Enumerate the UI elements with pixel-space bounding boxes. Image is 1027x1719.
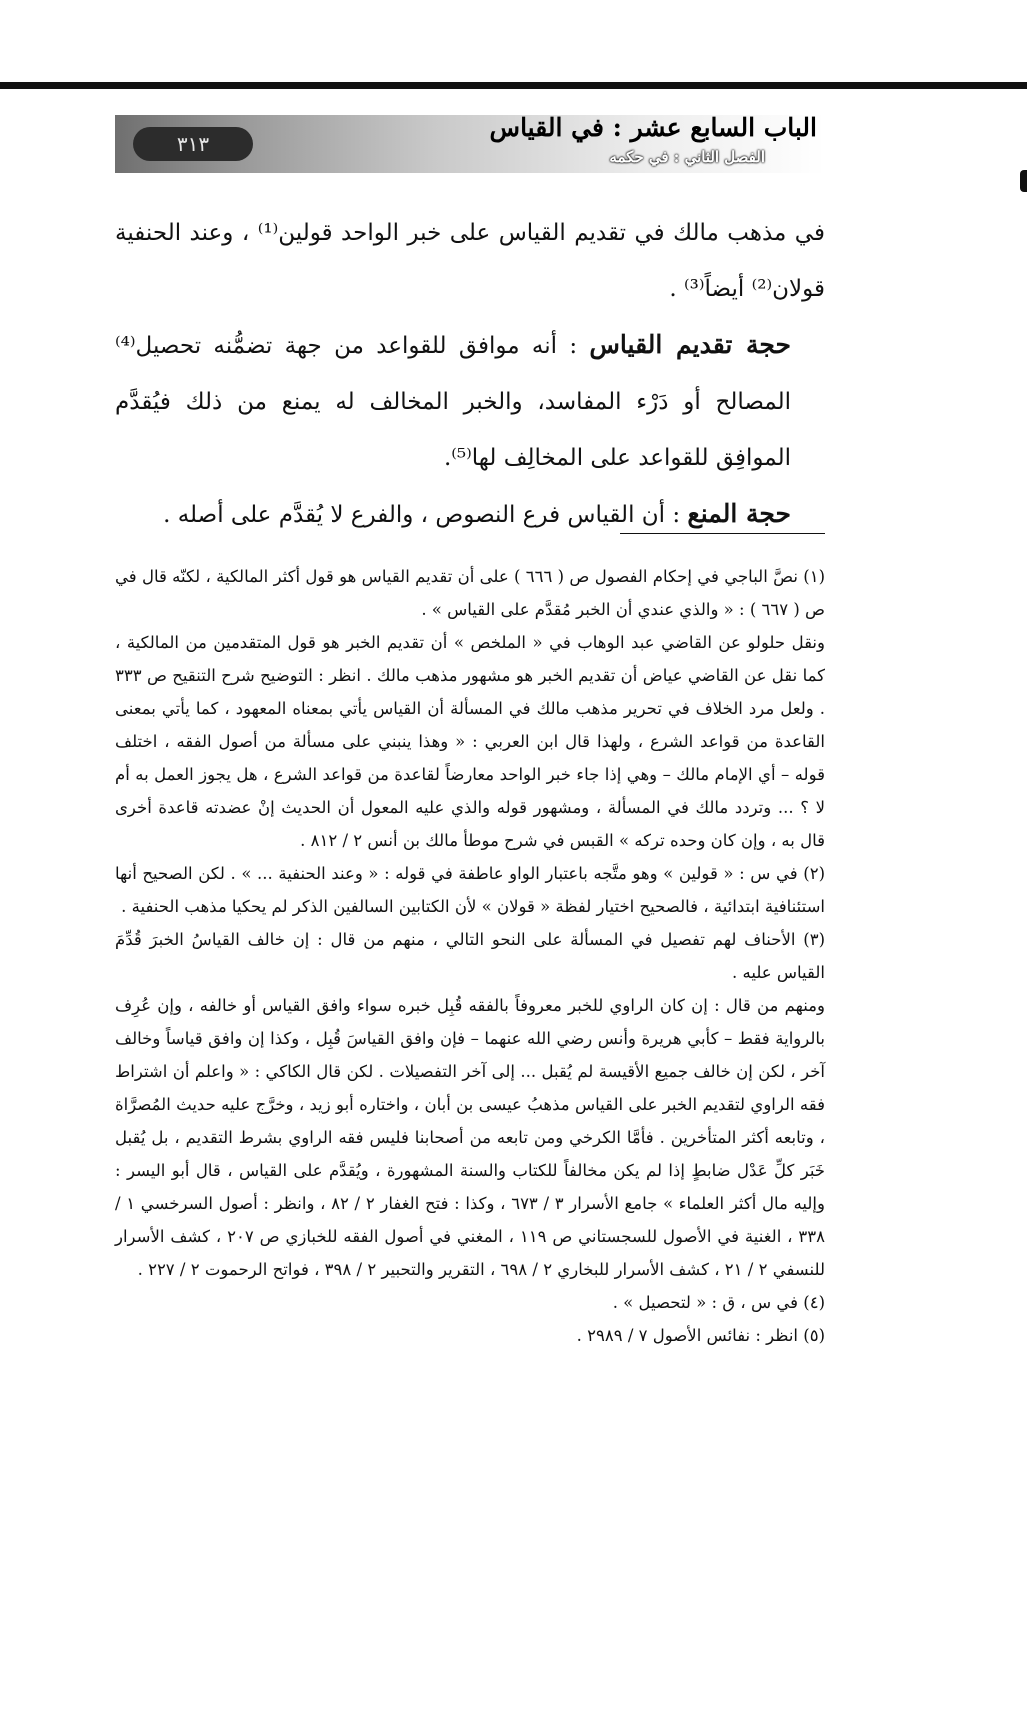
- argument-heading-qiyas: حجة تقديم القياس: [589, 330, 791, 359]
- paragraph-2-text: : أنه موافق للقواعد من جهة تضمُّنه تحصيل⁽⁴⁾ المصالح أو دَرْء المفاسد، والخبر المخالف له يمنع من ذلك فيُقدَّم الموافِق للقواعد على المخالِف لها⁽⁵⁾.: [115, 333, 791, 471]
- top-rule: [0, 82, 1027, 89]
- footnote-4: (٤) في س ، ق : « لتحصيل » .: [612, 1293, 825, 1312]
- footnote-1: (١) نصَّ الباجي في إحكام الفصول ص ( ٦٦٦ ) على أن تقديم القياس هو قول أكثر المالكية ، لكنّه قال في ص ( ٦٦٧ ) : « والذي عندي أن الخبر مُقدَّم على القياس » .: [115, 567, 825, 619]
- page-number: ٣١٣: [133, 127, 253, 161]
- main-text: [115, 205, 825, 543]
- page-header: [115, 115, 825, 173]
- argument-heading-man: حجة المنع: [687, 499, 791, 528]
- section-title: الفصل الثاني : في حكمه: [609, 148, 765, 166]
- paragraph-3-text: : أن القياس فرع النصوص ، والفرع لا يُقدَّم على أصله .: [163, 502, 688, 528]
- footnote-3: (٣) الأحناف لهم تفصيل في المسألة على النحو التالي ، منهم من قال : إن خالف القياسُ الخبرَ قُدِّمَ القياس عليه .: [115, 930, 825, 982]
- edge-mark: [1020, 170, 1027, 192]
- footnotes: [115, 560, 825, 1352]
- footnote-2: (٢) في س : « قولين » وهو متَّجه باعتبار الواو عاطفة في قوله : « وعند الحنفية ... » . لكن الصحيح أنها استئنافية ابتدائية ، فالصحيح اختيار لفظة « قولان » لأن الكتابين السالفين الذكر لم يحكيا مذهب الحنفية .: [115, 864, 825, 916]
- paragraph-1: في مذهب مالك في تقديم القياس على خبر الواحد قولين⁽¹⁾ ، وعند الحنفية قولان⁽²⁾ أيضاً⁽³⁾ .: [115, 220, 825, 302]
- paragraph-3: [115, 486, 825, 543]
- chapter-title: الباب السابع عشر : في القياس: [489, 113, 817, 142]
- paragraph-2: [115, 317, 825, 486]
- footnote-separator: [620, 533, 825, 534]
- footnote-1-continued: ونقل حلولو عن القاضي عبد الوهاب في « الملخص » أن تقديم الخبر هو قول المتقدمين من المالكية ، كما نقل عن القاضي عياض أن تقديم الخبر هو مشهور مذهب مالك . انظر : التوضيح شرح التنقيح ص ٣٣٣ . ولعل مرد الخلاف في تحرير مذهب مالك في المسألة أن القياس يأتي بمعناه المعهود ، كما يأتي بمعنى القاعدة من قواعد الشرع ، ولهذا قال ابن العربي : « وهذا ينبني على مسألة من أصول الفقه ، اختلف قوله – أي الإمام مالك – وهي إذا جاء خبر الواحد معارضاً لقاعدة من قواعد الشرع ، هل يجوز العمل به أم لا ؟ ... وتردد مالك في المسألة ، ومشهور قوله والذي عليه المعول أن الحديث إنْ عضدته قاعدة أخرى قال به ، وإن كان وحده تركه » القبس في شرح موطأ مالك بن أنس ٢ / ٨١٢ .: [115, 633, 826, 850]
- footnote-5: (٥) انظر : نفائس الأصول ٧ / ٢٩٨٩ .: [576, 1326, 825, 1345]
- footnote-3-continued: ومنهم من قال : إن كان الراوي للخبر معروفاً بالفقه قُبِل خبره سواء وافق القياس أو خالفه ، وإن عُرِف بالرواية فقط – كأبي هريرة وأنس رضي الله عنهما – فإن وافق القياسَ قُبِل ، وكذا إن وافق قياساً وخالف آخر ، لكن إن خالف جميع الأقيسة لم يُقبل ... إلى آخر التفصيلات . لكن قال الكاكي : « واعلم أن اشتراط فقه الراوي لتقديم الخبر على القياس مذهبُ عيسى بن أبان ، واختاره أبو زيد ، وخرَّج عليه حديث المُصرَّاة ، وتابعه أكثر المتأخرين . فأمَّا الكرخي ومن تابعه من أصحابنا فليس فقه الراوي بشرط التقديم ، بل يُقبل خَبَر كلِّ عَدْل ضابطٍ إذا لم يكن مخالفاً للكتاب والسنة المشهورة ، ويُقدَّم على القياس ، قال أبو اليسر : وإليه مال أكثر العلماء » جامع الأسرار ٣ / ٦٧٣ ، وكذا : فتح الغفار ٢ / ٨٢ ، وانظر : أصول السرخسي ١ / ٣٣٨ ، الغنية في الأصول للسجستاني ص ١١٩ ، المغني في أصول الفقه للخبازي ص ٢٠٧ ، كشف الأسرار للنسفي ٢ / ٢١ ، كشف الأسرار للبخاري ٢ / ٦٩٨ ، التقرير والتحبير ٢ / ٣٩٨ ، فواتح الرحموت ٢ / ٢٢٧ .: [115, 996, 825, 1279]
